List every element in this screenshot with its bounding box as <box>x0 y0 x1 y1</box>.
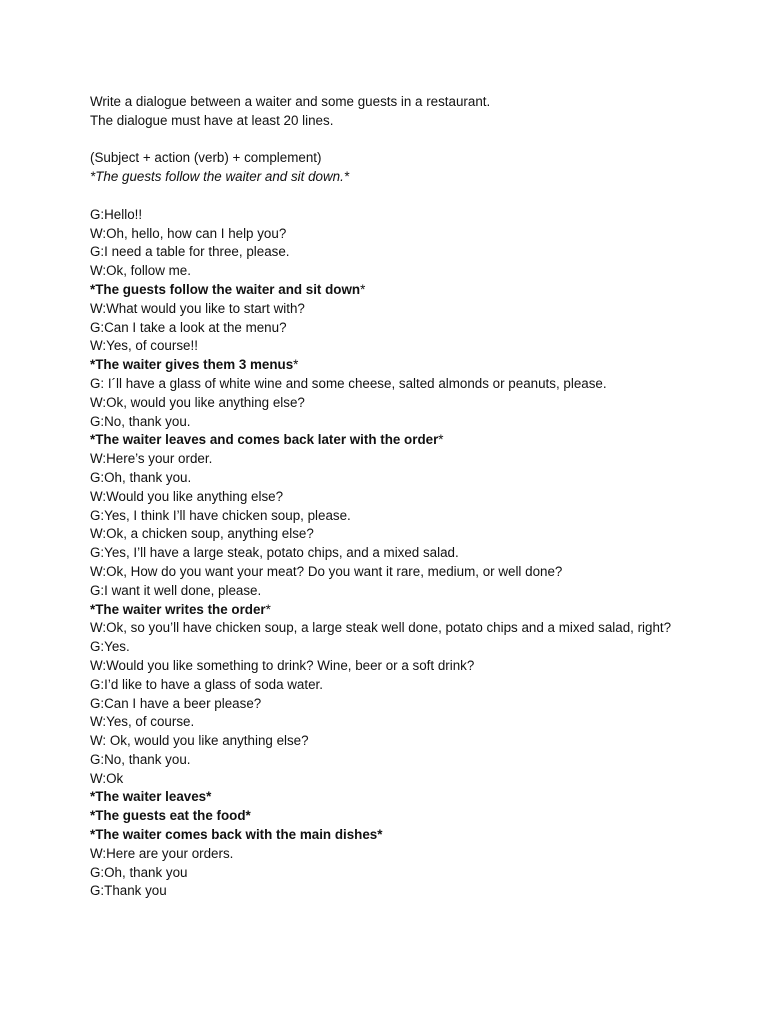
stage-direction-end: * <box>265 601 271 617</box>
spacer <box>90 187 680 206</box>
dialogue-line: G:Can I take a look at the menu? <box>90 319 287 335</box>
dialogue-line: G:Thank you <box>90 883 167 899</box>
dialogue-line: W:What would you like to start with? <box>90 300 305 316</box>
dialogue-line: W:Yes, of course!! <box>90 338 198 354</box>
instruction-line-2: The dialogue must have at least 20 lines. <box>90 112 334 128</box>
dialogue-line: W:Yes, of course. <box>90 714 195 730</box>
dialogue-line: W:Ok, follow me. <box>90 263 191 279</box>
dialogue-line: W:Ok, would you like anything else? <box>90 394 305 410</box>
dialogue-line: G:I want it well done, please. <box>90 582 262 598</box>
stage-direction <box>90 356 680 375</box>
stage-direction-text: *The waiter writes the order <box>90 601 266 617</box>
document-page <box>90 93 680 901</box>
stage-direction-end: * <box>293 357 299 373</box>
dialogue-line: G:I need a table for three, please. <box>90 244 290 260</box>
stage-direction: *The waiter comes back with the main dishes* <box>90 827 383 843</box>
dialogue-line: W:Ok <box>90 770 124 786</box>
stage-direction <box>90 601 680 620</box>
structure-formula: (Subject + action (verb) + complement) <box>90 150 322 166</box>
dialogue-line: G:Oh, thank you <box>90 864 188 880</box>
stage-direction <box>90 431 680 450</box>
dialogue-line: W:Here are your orders. <box>90 845 234 861</box>
structure-example: *The guests follow the waiter and sit down.* <box>90 169 350 185</box>
dialogue-line: W:Would you like anything else? <box>90 488 284 504</box>
dialogue-line: W:Ok, so you’ll have chicken soup, a large steak well done, potato chips and a mixed salad, right? <box>90 620 672 636</box>
dialogue-line: W:Here’s your order. <box>90 451 213 467</box>
dialogue-line: G:Hello!! <box>90 206 143 222</box>
dialogue-line: G:No, thank you. <box>90 751 191 767</box>
dialogue-line: W:Ok, How do you want your meat? Do you want it rare, medium, or well done? <box>90 563 563 579</box>
dialogue-line: G:Can I have a beer please? <box>90 695 262 711</box>
stage-direction-end: * <box>438 432 444 448</box>
dialogue-line: W:Oh, hello, how can I help you? <box>90 225 287 241</box>
stage-direction <box>90 281 680 300</box>
instruction-line-1: Write a dialogue between a waiter and some guests in a restaurant. <box>90 94 491 109</box>
stage-direction: *The waiter leaves* <box>90 789 212 805</box>
stage-direction-text: *The waiter leaves and comes back later with the order <box>90 432 439 448</box>
stage-direction-end: * <box>360 281 366 297</box>
stage-direction: *The guests eat the food* <box>90 808 251 824</box>
dialogue-line: G:Oh, thank you. <box>90 469 192 485</box>
dialogue-line: W: Ok, would you like anything else? <box>90 733 309 749</box>
dialogue-line: G: I´ll have a glass of white wine and some cheese, salted almonds or peanuts, please. <box>90 375 607 391</box>
dialogue-line: G:Yes, I think I’ll have chicken soup, please. <box>90 507 351 523</box>
dialogue-line: G:Yes. <box>90 639 130 655</box>
dialogue-line: G:I’d like to have a glass of soda water. <box>90 676 323 692</box>
dialogue-line: W:Would you like something to drink? Wine, beer or a soft drink? <box>90 657 475 673</box>
dialogue-line: G:No, thank you. <box>90 413 191 429</box>
spacer <box>90 131 680 150</box>
stage-direction-text: *The guests follow the waiter and sit down <box>90 281 361 297</box>
dialogue-line: G:Yes, I’ll have a large steak, potato chips, and a mixed salad. <box>90 545 459 561</box>
stage-direction-text: *The waiter gives them 3 menus <box>90 357 294 373</box>
dialogue-line: W:Ok, a chicken soup, anything else? <box>90 526 314 542</box>
